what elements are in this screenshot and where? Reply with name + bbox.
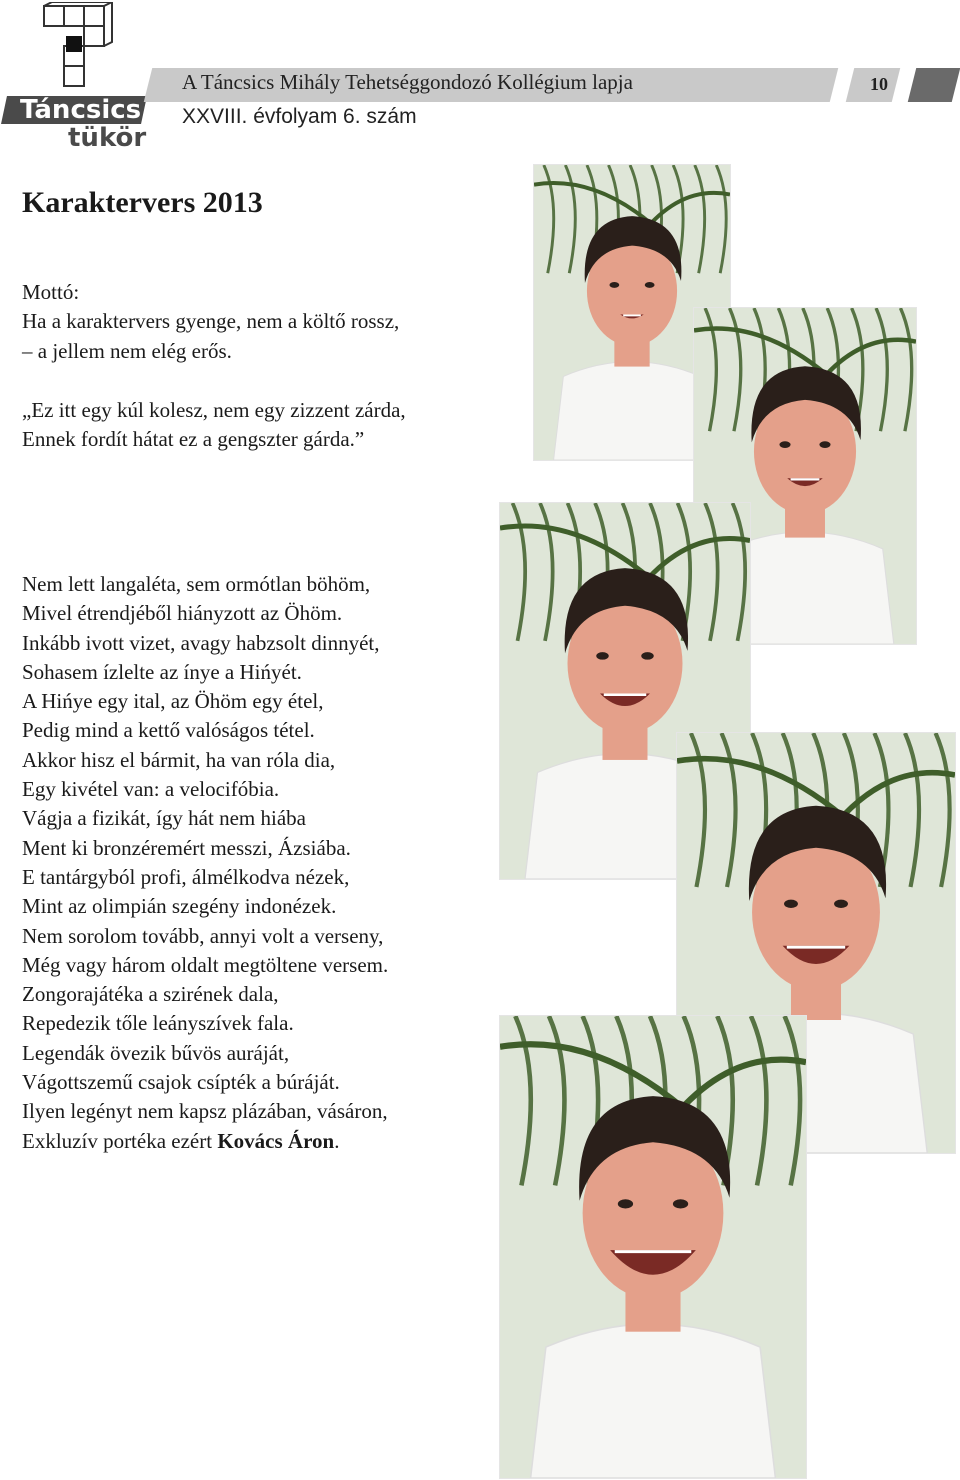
motto-line: – a jellem nem elég erős. [22, 338, 232, 363]
poem-line: Nem lett langaléta, sem ormótlan böhöm, [22, 572, 371, 596]
poem-line: Inkább ivott vizet, avagy habzsolt dinnyét, [22, 630, 380, 655]
portrait-photo [500, 1016, 806, 1478]
logo-text-line2: tükör [68, 123, 147, 153]
last-line-punct: . [334, 1128, 340, 1153]
motto-line: Ha a karaktervers gyenge, nem a költő rossz, [22, 309, 400, 334]
poem-line: Legendák övezik bűvös auráját, [22, 1040, 290, 1065]
motto-line: Mottó: [22, 280, 80, 304]
issue-label: XXVIII. évfolyam 6. szám [182, 105, 417, 128]
poem-line: Pedig mind a kettő valóságos tétel. [22, 718, 315, 743]
header-band-end [908, 68, 960, 102]
poem-line: Ilyen legényt nem kapsz plázában, vásáron, [22, 1099, 388, 1124]
poem-line: Egy kivétel van: a velocifóbia. [22, 777, 280, 802]
last-line-text: Exkluzív portéka ezért [22, 1128, 218, 1153]
poem-line: Mivel étrendjéből hiányzott az Öhöm. [22, 601, 343, 626]
poem-line: Zongorajátéka a szirének dala, [22, 982, 279, 1007]
poem-line: Mint az olimpián szegény indonézek. [22, 894, 337, 919]
poem-last-line [22, 1127, 388, 1156]
poem-line: Repedezik tőle leányszívek fala. [22, 1011, 294, 1036]
poem-line: Még vagy három oldalt megtöltene versem. [22, 952, 389, 977]
poem-line: A Hińye egy ital, az Öhöm egy étel, [22, 689, 324, 714]
poem-line: Vágottszemű csajok csípték a búráját. [22, 1070, 340, 1095]
journal-logo [0, 0, 150, 155]
subject-name: Kovács Áron [217, 1128, 335, 1153]
journal-title: A Táncsics Mihály Tehetséggondozó Kollégium lapja [182, 70, 633, 94]
poem-line: Vágja a fizikát, így hát nem hiába [22, 806, 306, 831]
logo-text-line1: Táncsics [1, 96, 147, 124]
intro-line: „Ez itt egy kúl kolesz, nem egy zizzent zárda, [22, 398, 406, 422]
poem-line: Sohasem ízlelte az ínye a Hińyét. [22, 659, 302, 684]
intro-quote [22, 396, 406, 455]
poem-line: Ment ki bronzéremért messzi, Ázsiába. [22, 835, 351, 860]
intro-line: Ennek fordít hátat ez a gengszter gárda.” [22, 427, 365, 452]
poem-line: Nem sorolom tovább, annyi volt a verseny, [22, 923, 384, 948]
page-number: 10 [870, 74, 888, 94]
poem-line: E tantárgyból profi, álmélkodva nézek, [22, 864, 350, 889]
poem-line: Akkor hisz el bármit, ha van róla dia, [22, 747, 336, 772]
motto [22, 278, 399, 366]
poem [22, 570, 388, 1156]
article-title: Karaktervers 2013 [22, 186, 263, 219]
cube-logo-icon [40, 2, 116, 94]
